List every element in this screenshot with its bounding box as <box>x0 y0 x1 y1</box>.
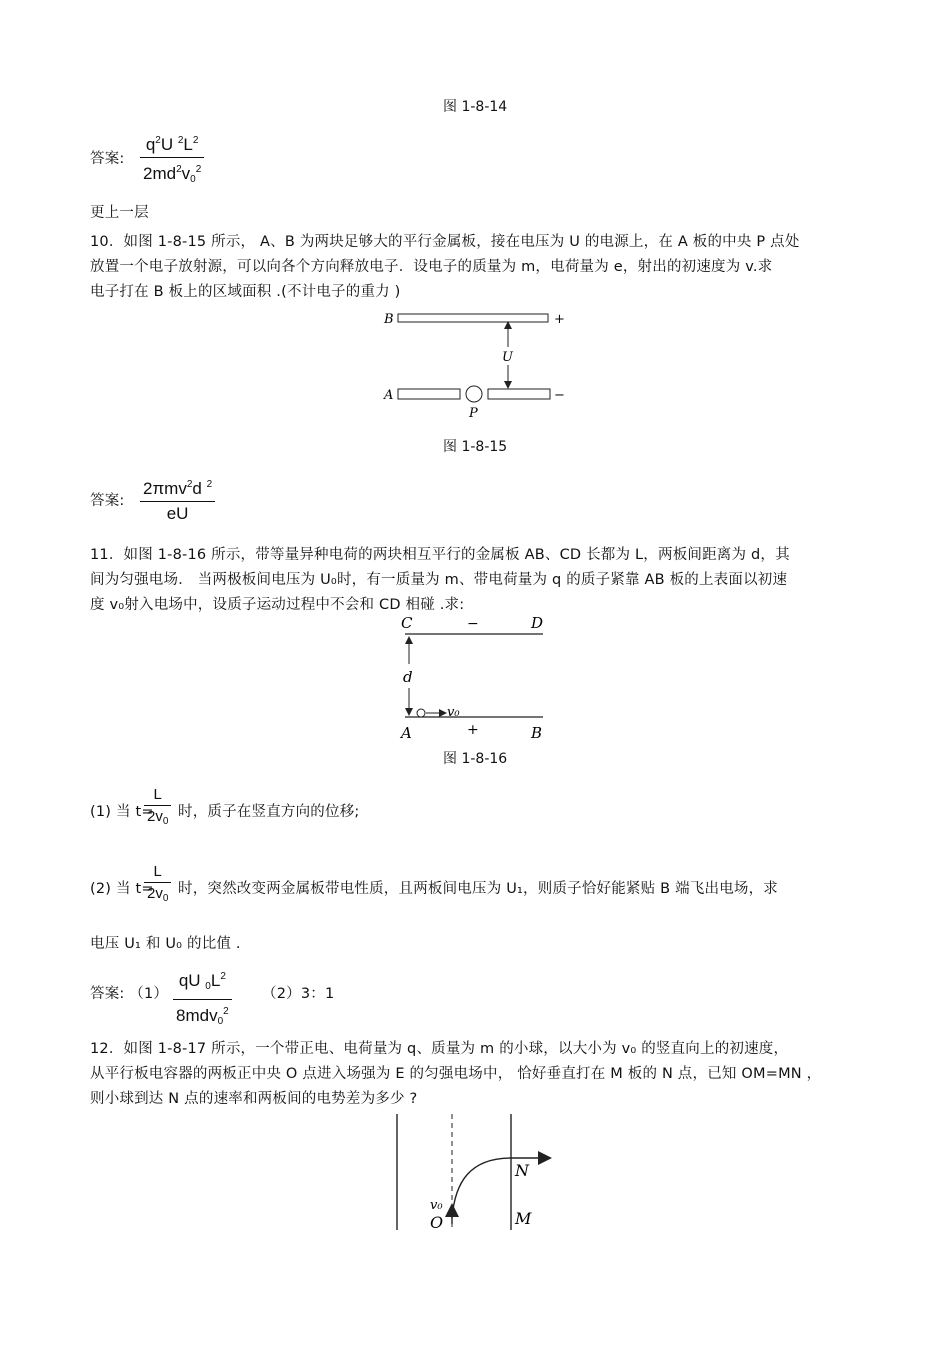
q10-line3: 电子打在 B 板上的区域面积 .(不计电子的重力 ) <box>90 284 401 300</box>
answer-10-formula: 2πmv$^2$d $^2$ eU <box>140 474 215 525</box>
answer-label: 答案: <box>90 493 125 509</box>
q11-line2: 间为匀强电场． 当两极板间电压为 U₀时，有一质量为 m、带电荷量为 q 的质子紧靠 AB 板的上表面以初速 <box>90 572 788 588</box>
q12-line2: 从平行板电容器的两板正中央 O 点进入场强为 E 的匀强电场中， 恰好垂直打在 M 板的 N 点，已知 OM=MN ， <box>90 1066 822 1082</box>
q11-sub1-suffix: 时，质子在竖直方向的位移; <box>178 804 360 820</box>
sub1-fraction: L $2v_0$ <box>144 785 171 831</box>
figure-1-8-17 <box>385 1112 565 1234</box>
label-b: B <box>531 724 543 742</box>
figure-caption-1-8-15: 图 1-8-15 <box>443 439 508 455</box>
q10-line2: 放置一个电子放射源，可以向各个方向释放电子．设电子的质量为 m，电荷量为 e，射出的初速度为 v.求 <box>90 259 773 275</box>
label-u: U <box>502 350 513 365</box>
label-o: O <box>430 1213 444 1232</box>
label-m: M <box>515 1209 532 1228</box>
figure-caption-1-8-16: 图 1-8-16 <box>443 751 508 767</box>
q11-line3: 度 v₀射入电场中，设质子运动过程中不会和 CD 相碰 .求: <box>90 597 465 613</box>
plus-sign: + <box>467 722 479 738</box>
minus-sign: − <box>467 616 479 632</box>
q11-sub2-suffix: 时，突然改变两金属板带电性质，且两板间电压为 U₁，则质子恰好能紧贴 B 端飞出电场，求 <box>178 881 778 897</box>
answer-11-part2: （2）3：1 <box>262 986 335 1002</box>
q10-line1: 10．如图 1-8-15 所示， A、B 为两块足够大的平行金属板，接在电压为 U 的电源上，在 A 板的中央 P 点处 <box>90 234 800 250</box>
sub2-fraction: L $2v_0$ <box>144 862 171 908</box>
section-title: 更上一层 <box>90 205 149 221</box>
q11-sub2-prefix: (2) 当 t= <box>90 881 154 897</box>
label-a: A <box>384 388 394 403</box>
label-v0: v₀ <box>447 705 460 720</box>
label-p: P <box>469 406 478 421</box>
q12-line3: 则小球到达 N 点的速率和两板间的电势差为多少 ? <box>90 1091 418 1107</box>
label-d-distance: d <box>403 668 413 686</box>
q11-line1: 11．如图 1-8-16 所示，带等量异种电荷的两块相互平行的金属板 AB、CD 长都为 L，两板间距离为 d，其 <box>90 547 790 563</box>
label-a: A <box>401 724 412 742</box>
q11-sub2-line2: 电压 U₁ 和 U₀ 的比值 . <box>90 936 241 952</box>
figure-1-8-15 <box>380 305 580 425</box>
label-c: C <box>401 614 413 632</box>
label-b: B <box>384 312 394 327</box>
minus-sign: − <box>554 388 565 403</box>
figure-1-8-16 <box>395 612 555 742</box>
label-v0: v₀ <box>430 1198 443 1213</box>
label-n: N <box>515 1161 529 1180</box>
answer-9-formula: $q^2U$ $^2L^2$ $2md^2v_0^2$ <box>140 130 204 191</box>
figure-caption-1-8-14: 图 1-8-14 <box>443 99 508 115</box>
answer-label: 答案: （1） <box>90 986 169 1002</box>
q11-sub1-prefix: (1) 当 t= <box>90 804 154 820</box>
plus-sign: + <box>554 312 565 327</box>
answer-11-formula: qU $_0L^2$ 8mdv$_0^2$ <box>173 966 232 1033</box>
label-d: D <box>531 614 544 632</box>
q12-line1: 12．如图 1-8-17 所示，一个带正电、电荷量为 q、质量为 m 的小球，以大小为 v₀ 的竖直向上的初速度， <box>90 1041 789 1057</box>
answer-label: 答案: <box>90 151 125 167</box>
